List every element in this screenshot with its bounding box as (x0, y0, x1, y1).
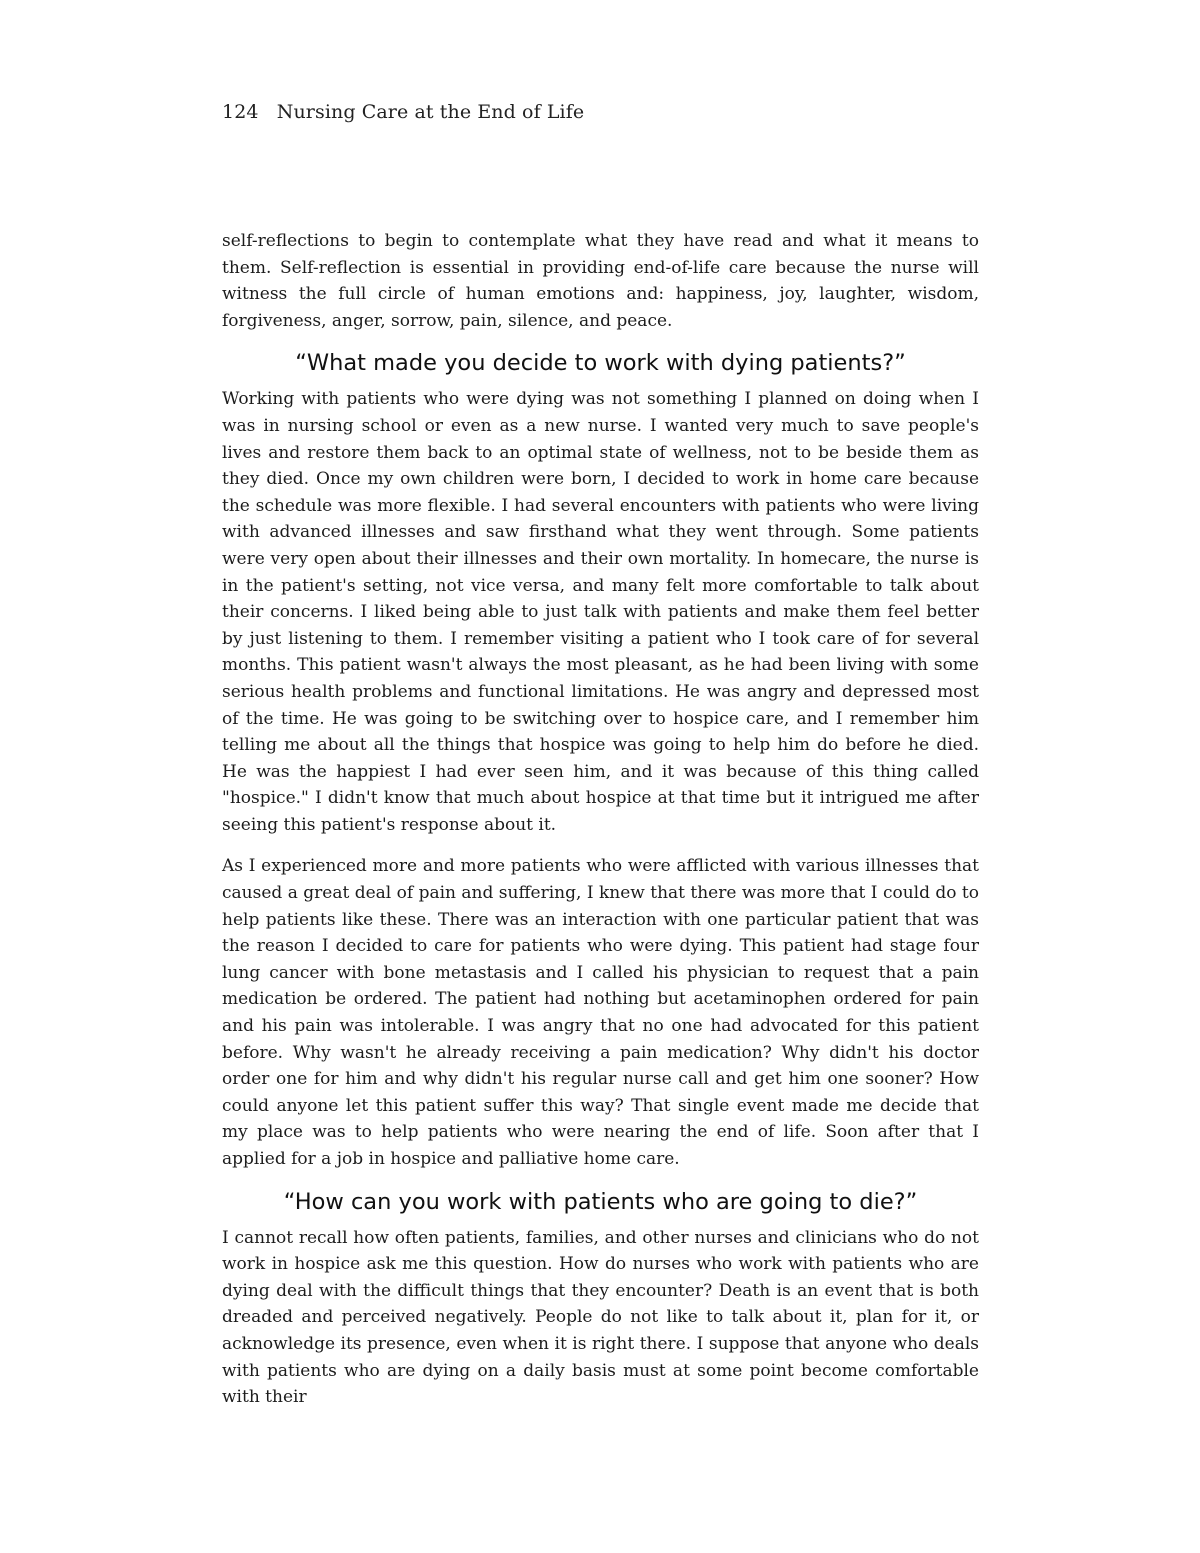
page-number: 124 (222, 101, 259, 123)
running-head (222, 101, 584, 123)
intro-paragraph: self-reflections to begin to contemplate what they have read and what it means to them. Self-reflection is essential in providing end-of-life care because the nurse will witness the full circle of human emotions and: happiness, joy, laughter, wisdom, forgiveness, anger, sorrow, pain, silence, and peace. (222, 231, 979, 331)
body-paragraph: As I experienced more and more patients who were afflicted with various illnesses that caused a great deal of pain and suffering, I knew that there was more that I could do to help patients like these. There was an interaction with one particular patient that was the reason I decided to care for patients who were dying. This patient had stage four lung cancer with bone metastasis and I called his physician to request that a pain medication be ordered. The patient had nothing but acetaminophen ordered for pain and his pain was intolerable. I was angry that no one had advocated for this patient before. Why wasn't he already receiving a pain medication? Why didn't his doctor order one for him and why didn't his regular nurse call and get him one sooner? How could anyone let this patient suffer this way? That single event made me decide that my place was to help patients who were nearing the end of life. Soon after that I applied for a job in hospice and palliative home care. (222, 856, 979, 1169)
book-title: Nursing Care at the End of Life (276, 101, 585, 123)
section-heading-work-with-patients: “How can you work with patients who are going to die?” (283, 1188, 918, 1215)
body-paragraph: I cannot recall how often patients, families, and other nurses and clinicians who do not work in hospice ask me this question. How do nurses who work with patients who are dying deal with the difficult things that they encounter? Death is an event that is both dreaded and perceived negatively. People do not like to talk about it, plan for it, or acknowledge its presence, even when it is right there. I suppose that anyone who deals with patients who are dying on a daily basis must at some point become comfortable with their (222, 1227, 979, 1408)
section-heading-dying-patients: “What made you decide to work with dying patients?” (295, 350, 906, 377)
body-paragraph: Working with patients who were dying was not something I planned on doing when I was in nursing school or even as a new nurse. I wanted very much to save people's lives and restore them back to an optimal state of wellness, not to be beside them as they died. Once my own children were born, I decided to work in home care because the schedule was more flexible. I had several encounters with patients who were living with advanced illnesses and saw firsthand what they went through. Some patients were very open about their illnesses and their own mortality. In homecare, the nurse is in the patient's setting, not vice versa, and many felt more comfortable to talk about their concerns. I liked being able to just talk with patients and make them feel better by just listening to them. I remember visiting a patient who I took care of for several months. This patient wasn't always the most pleasant, as he had been living with some serious health problems and functional limitations. He was angry and depressed most of the time. He was going to be switching over to hospice care, and I remember him telling me about all the things that hospice was going to help him do before he died. He was the happiest I had ever seen him, and it was because of this thing called "hospice." I didn't know that much about hospice at that time but it intrigued me after seeing this patient's response about it. (222, 389, 979, 835)
body-text (222, 228, 979, 1411)
